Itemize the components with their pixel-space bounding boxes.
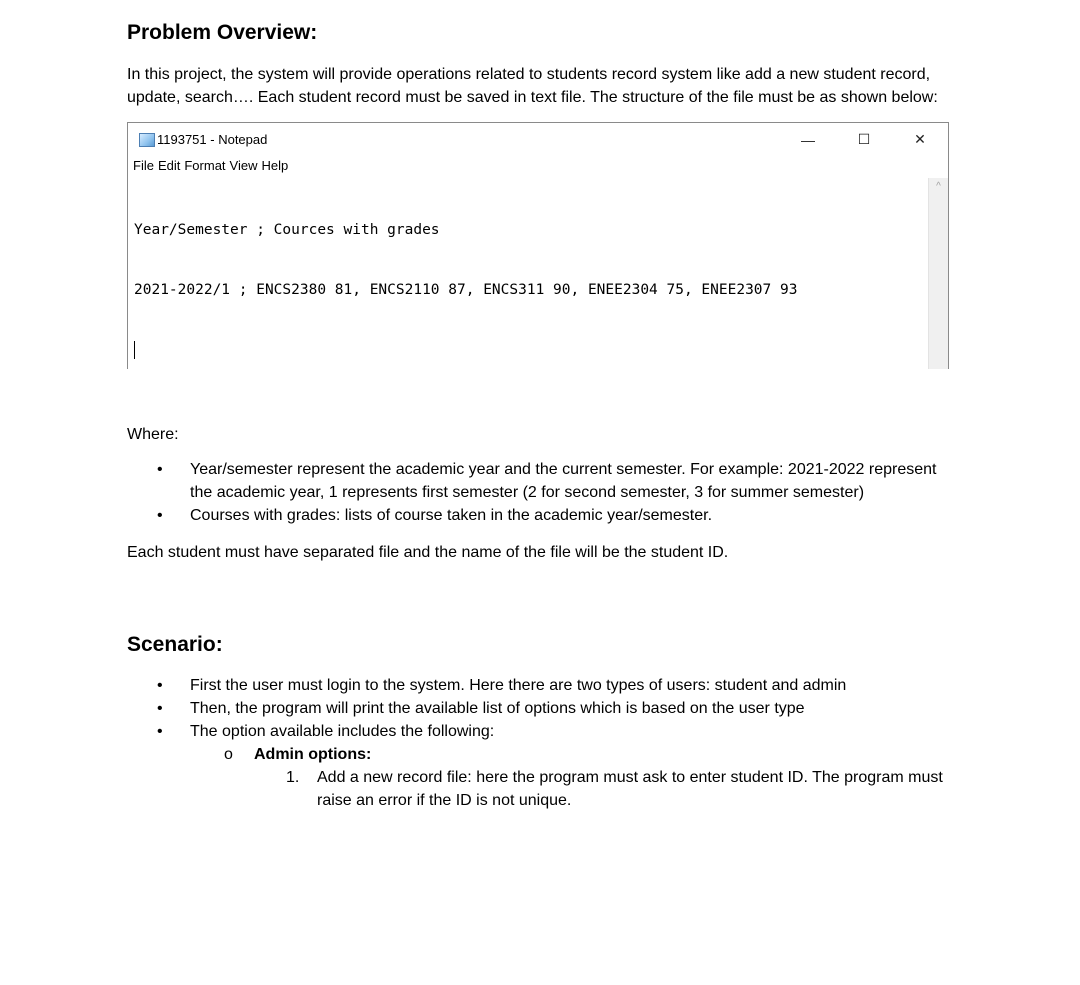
where-bullet-text: Courses with grades: lists of course taken in the academic year/semester. xyxy=(190,507,713,524)
admin-options-item xyxy=(127,743,957,766)
list-item xyxy=(127,674,957,697)
bullet-icon: • xyxy=(157,723,163,740)
scenario-bullet-text: Then, the program will print the available list of options which is based on the user type xyxy=(190,700,805,717)
editor-line-caret xyxy=(134,340,922,360)
bullet-icon: • xyxy=(157,677,163,694)
menu-format[interactable]: Format xyxy=(184,158,226,173)
editor-line-header: Year/Semester ; Cources with grades xyxy=(134,222,440,238)
list-item xyxy=(127,720,957,743)
window-controls xyxy=(780,123,948,156)
scenario-heading: Scenario: xyxy=(127,633,223,656)
notepad-titlebar xyxy=(128,123,948,156)
menu-edit[interactable]: Edit xyxy=(157,158,181,173)
notepad-window xyxy=(127,122,949,369)
list-item xyxy=(127,697,957,720)
admin-options-label: Admin options: xyxy=(254,746,372,763)
bullet-icon: • xyxy=(157,507,163,524)
scenario-bullet-text: The option available includes the following: xyxy=(190,723,495,740)
where-label: Where: xyxy=(127,426,179,443)
text-caret xyxy=(134,341,135,359)
admin-option-item xyxy=(127,766,957,812)
overview-intro: In this project, the system will provide operations related to students record system like add a new student record, update, search…. Each student record must be saved in text file. The structure of the file must be as shown below: xyxy=(127,66,938,106)
editor-line-record: 2021-2022/1 ; ENCS2380 81, ENCS2110 87, ENCS311 90, ENEE2304 75, ENEE2307 93 xyxy=(134,282,798,298)
admin-option-number: 1. xyxy=(286,769,300,786)
scenario-bullet-text: First the user must login to the system. Here there are two types of users: student and admin xyxy=(190,677,847,694)
bullet-icon: • xyxy=(157,461,163,478)
notepad-icon xyxy=(139,133,155,147)
document-page xyxy=(127,18,957,812)
vertical-scrollbar[interactable] xyxy=(928,178,948,369)
menu-view[interactable]: View xyxy=(229,158,258,173)
sub-bullet-icon: o xyxy=(224,746,233,763)
where-bullet-text: Year/semester represent the academic year and the current semester. For example: 2021-2022 represent the academic year, 1 represents first semester (2 for second semester, 3 for summer semester) xyxy=(190,461,937,501)
menu-file[interactable]: File xyxy=(133,158,154,173)
close-button[interactable]: ✕ xyxy=(914,131,926,147)
window-title: 1193751 - Notepad xyxy=(157,131,268,147)
file-naming-note: Each student must have separated file and the name of the file will be the student ID. xyxy=(127,544,729,561)
minimize-button[interactable]: — xyxy=(801,131,815,148)
notepad-menubar xyxy=(128,156,948,176)
where-list xyxy=(127,458,957,527)
maximize-button[interactable]: ☐ xyxy=(857,131,871,147)
list-item xyxy=(127,458,957,504)
list-item xyxy=(127,504,957,527)
text-editor[interactable] xyxy=(128,178,928,369)
scroll-up-arrow-icon[interactable]: ^ xyxy=(936,181,941,192)
scenario-list xyxy=(127,674,957,743)
admin-option-text: Add a new record file: here the program must ask to enter student ID. The program must raise an error if the ID is not unique. xyxy=(317,769,943,809)
menu-help[interactable]: Help xyxy=(261,158,289,173)
overview-heading: Problem Overview: xyxy=(127,21,318,44)
bullet-icon: • xyxy=(157,700,163,717)
